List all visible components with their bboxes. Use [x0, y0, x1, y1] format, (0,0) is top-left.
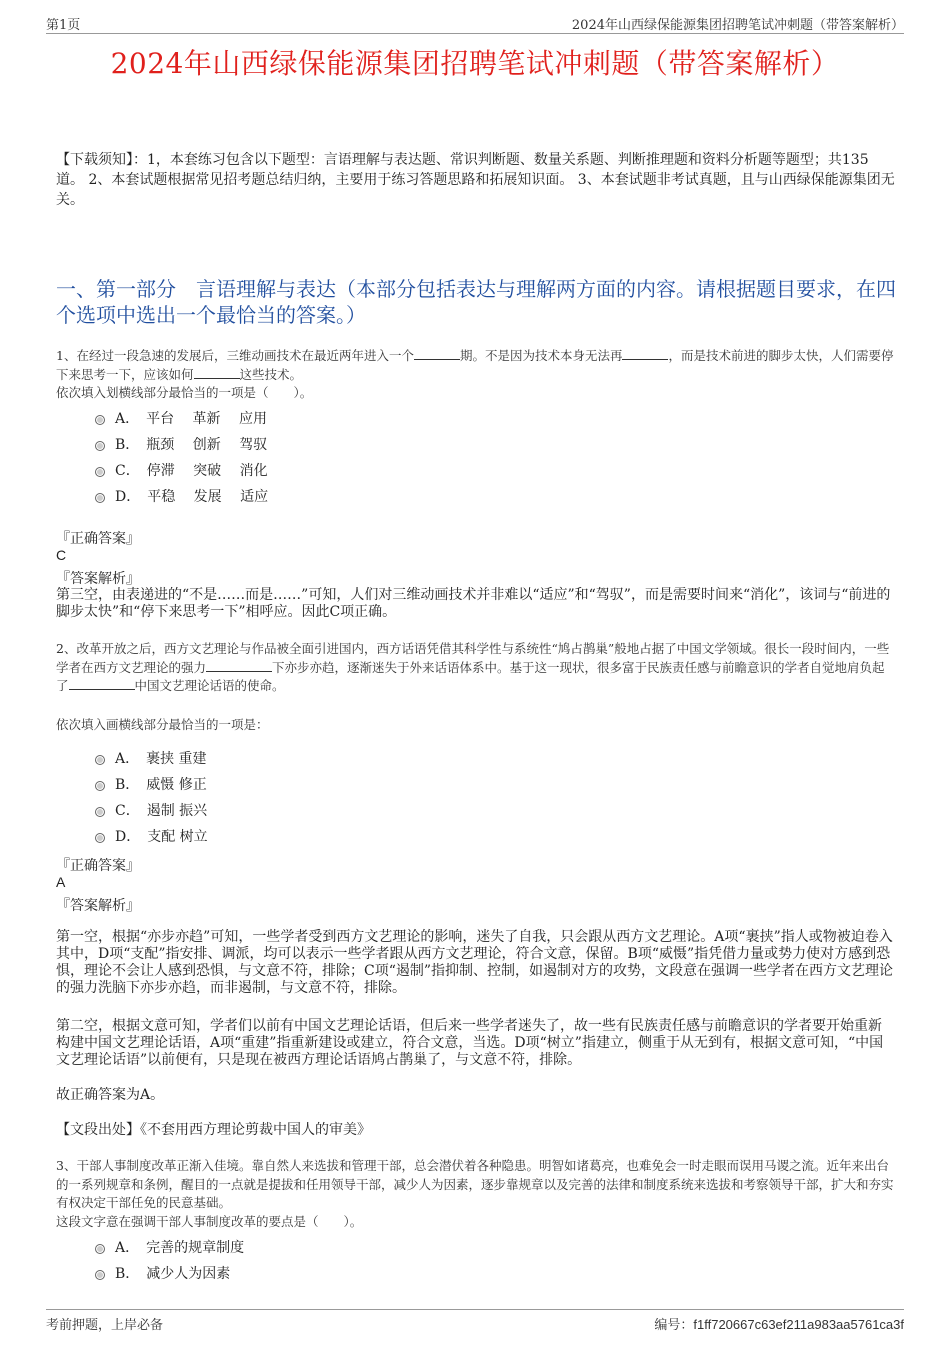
q2-analysis-heading: 『答案解析』: [56, 898, 140, 914]
q3-option-a[interactable]: [95, 1234, 244, 1260]
q3-options: [95, 1234, 244, 1286]
q1-options: [95, 405, 268, 509]
radio-icon[interactable]: [95, 493, 105, 503]
q2-option-b[interactable]: [95, 771, 208, 797]
q1-text-4: 这些技术。: [239, 366, 303, 382]
fill-blank: [622, 347, 668, 360]
q2-conclusion: 故正确答案为A。: [56, 1087, 165, 1103]
page-number: 第1页: [46, 18, 81, 33]
page-footer: [46, 1309, 904, 1332]
question-1: [56, 347, 894, 403]
doc-code: [654, 1314, 904, 1333]
q2-prompt: 依次填入画横线部分最恰当的一项是：: [56, 717, 269, 732]
question-3: [56, 1157, 894, 1231]
q2-options: [95, 745, 208, 849]
footer-slogan: 考前押题，上岸必备: [46, 1318, 164, 1333]
download-notice: 【下载须知】：1，本套练习包含以下题型：言语理解与表达题、常识判断题、数量关系题、判断推理题和资料分析题等题型；共135道。 2、本套试题根据常见招考题总结归纳，主要用于练习答题思路和拓展知识面。 3、本套试题非考试真题，且与山西绿保能源集团无关。: [56, 152, 895, 208]
option-label: D． 平稳 发展 适应: [115, 489, 269, 505]
q1-option-d[interactable]: [95, 483, 268, 509]
option-label: A． 平台 革新 应用: [115, 411, 268, 427]
option-label: B． 瓶颈 创新 驾驭: [115, 437, 268, 453]
radio-icon[interactable]: [95, 807, 105, 817]
q3-text: 3、干部人事制度改革正渐入佳境。靠自然人来选拔和管理干部，总会潜伏着各种隐患。明智如诸葛亮，也难免会一时走眼而误用马谡之流。近年来出台的一系列规章和条例，醒目的一点就是提拔和任用领导干部，减少人为因素，逐步靠规章以及完善的法律和制度系统来选拔和考察领导干部，扩大和夯实有权决定干部任免的民意基础。: [56, 1158, 894, 1210]
fill-blank: [69, 677, 135, 690]
q1-answer-heading: 『正确答案』: [56, 531, 140, 547]
q1-text-3: ，而是技术前进的脚步太快，人们需要停下来思考一下，应该如何: [56, 348, 894, 382]
fill-blank: [206, 659, 272, 672]
option-label: C． 停滞 突破 消化: [115, 463, 268, 479]
page-header: [46, 13, 904, 34]
q2-option-a[interactable]: [95, 745, 208, 771]
radio-icon[interactable]: [95, 1244, 105, 1254]
option-label: A． 裹挟 重建: [115, 751, 207, 767]
q1-prompt: 依次填入划横线部分最恰当的一项是（ ）。: [56, 385, 313, 400]
option-label: A． 完善的规章制度: [115, 1240, 245, 1256]
q3-prompt: 这段文字意在强调干部人事制度改革的要点是（ ）。: [56, 1213, 363, 1229]
q1-answer: C: [56, 547, 67, 563]
q3-option-b[interactable]: [95, 1260, 244, 1286]
doc-code-value: f1ff720667c63ef211a983aa5761ca3f: [693, 1317, 904, 1332]
option-label: C． 遏制 振兴: [115, 803, 208, 819]
document-title: 2024年山西绿保能源集团招聘笔试冲刺题（带答案解析）: [110, 47, 840, 80]
option-label: B． 减少人为因素: [115, 1266, 231, 1282]
option-label: D． 支配 树立: [115, 829, 208, 845]
q2-analysis-para-2: 第二空，根据文意可知，学者们以前有中国文艺理论话语，但后来一些学者迷失了，故一些有民族责任感与前瞻意识的学者要开始重新构建中国文艺理论话语，A项“重建”指重新建设或建立，符合文意，当选。D项“树立”指建立，侧重于从无到有，根据文意可知，“中国文艺理论话语”以前便有，只是现在被西方理论话语鸠占鹊巢了，与文意不符，排除。: [56, 1018, 884, 1068]
q2-answer-heading: 『正确答案』: [56, 858, 140, 874]
q2-analysis-para-1: 第一空，根据“亦步亦趋”可知，一些学者受到西方文艺理论的影响，迷失了自我，只会跟从西方文艺理论。A项“裹挟”指人或物被迫卷入其中，D项“支配”指安排、调派，均可以表示一些学者跟从西方文艺理论，符合文意，保留。B项“威慑”指凭借力量或势力使对方感到恐惧，理论不会让人感到恐惧，与文意不符，排除；C项“遏制”指抑制、控制，如遏制对方的攻势，文段意在强调一些学者在西方文艺理论的强力洗脑下亦步亦趋，而非遏制，与文意不符，排除。: [56, 929, 894, 996]
option-label: B． 威慑 修正: [115, 777, 207, 793]
q1-analysis: 第三空，由表递进的“不是……而是……”可知，人们对三维动画技术并非难以“适应”和“驾驭”，而是需要时间来“消化”，该词与“前进的脚步太快”和“停下来思考一下”相呼应。因此C项正确。: [56, 587, 891, 620]
radio-icon[interactable]: [95, 467, 105, 477]
q2-text-3: 中国文艺理论话语的使命。: [134, 678, 285, 693]
q2-option-c[interactable]: [95, 797, 208, 823]
doc-code-label: 编号：: [654, 1318, 694, 1333]
q2-source: 【文段出处】《不套用西方理论剪裁中国人的审美》: [56, 1122, 371, 1138]
q1-analysis-heading: 『答案解析』: [56, 571, 140, 587]
radio-icon[interactable]: [95, 1270, 105, 1280]
fill-blank: [194, 366, 240, 379]
radio-icon[interactable]: [95, 833, 105, 843]
q2-text-2: 下亦步亦趋，逐渐迷失于外来话语体系中。基于这一现状，很多富于民族责任感与前瞻意识的学者自觉地肩负起了: [56, 659, 885, 693]
q1-option-c[interactable]: [95, 457, 268, 483]
radio-icon[interactable]: [95, 781, 105, 791]
q1-option-a[interactable]: [95, 405, 268, 431]
q2-option-d[interactable]: [95, 823, 208, 849]
header-doc-title: 2024年山西绿保能源集团招聘笔试冲刺题（带答案解析）: [571, 18, 904, 33]
q2-answer: A: [56, 874, 66, 890]
q1-text-2: 期。不是因为技术本身无法再: [459, 348, 623, 363]
radio-icon[interactable]: [95, 415, 105, 425]
q1-option-b[interactable]: [95, 431, 268, 457]
section-title: 一、第一部分 言语理解与表达（本部分包括表达与理解两方面的内容。请根据题目要求，在四个选项中选出一个最恰当的答案。）: [56, 277, 896, 327]
question-2: [56, 640, 894, 696]
radio-icon[interactable]: [95, 755, 105, 765]
radio-icon[interactable]: [95, 441, 105, 451]
fill-blank: [414, 347, 460, 360]
q1-text-1: 1、在经过一段急速的发展后，三维动画技术在最近两年进入一个: [56, 348, 414, 363]
q2-text-1: 2、改革开放之后，西方文艺理论与作品被全面引进国内，西方话语凭借其科学性与系统性“鸠占鹊巢”般地占据了中国文学领域。很长一段时间内，一些学者在西方文艺理论的强力: [56, 641, 890, 675]
